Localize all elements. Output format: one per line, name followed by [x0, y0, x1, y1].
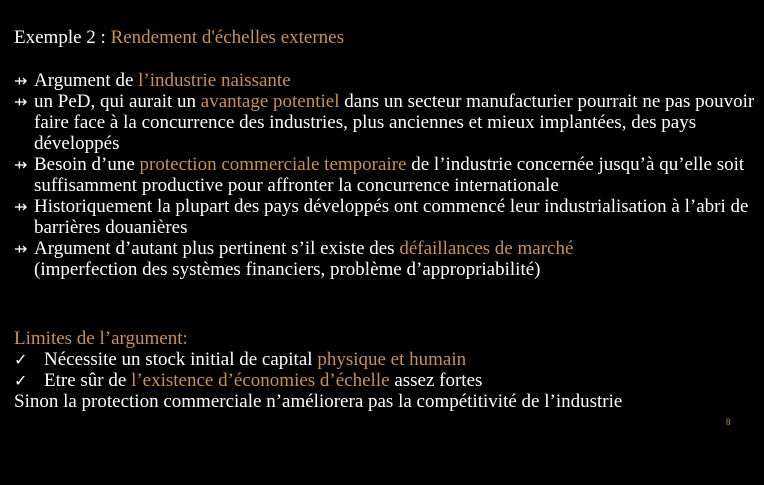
limits-section — [14, 328, 759, 412]
bullet-text: Argument de — [34, 70, 139, 91]
slide-title — [14, 27, 344, 48]
limit-highlight: l’existence d’économies d’échelle — [131, 370, 390, 391]
limit-text: assez fortes — [389, 370, 483, 391]
bullet-highlight: avantage potentiel — [200, 91, 340, 112]
argument-bullet-list — [14, 70, 759, 280]
title-highlight: Rendement d'échelles externes — [110, 27, 344, 48]
bullet-text: Besoin d’une — [34, 154, 140, 175]
page-number: 8 — [726, 417, 731, 427]
limits-conclusion: Sinon la protection commerciale n’améliorera pas la compétitivité de l’industrie — [14, 391, 623, 412]
bullet-item — [14, 238, 759, 259]
limit-item — [14, 370, 759, 391]
bullet-text: Argument d’autant plus pertinent s’il existe des — [34, 238, 400, 259]
bullet-item — [14, 154, 759, 196]
limit-highlight: physique et humain — [317, 349, 467, 370]
hand-arrow-icon: ⇸ — [14, 155, 28, 174]
bullet-item — [14, 70, 759, 91]
bullet-note: (imperfection des systèmes financiers, problème d’appropriabilité) — [34, 259, 541, 280]
limit-text: Etre sûr de — [44, 370, 132, 391]
limit-item — [14, 349, 759, 370]
hand-arrow-icon: ⇸ — [14, 92, 28, 111]
bullet-highlight: l’industrie naissante — [138, 70, 291, 91]
hand-arrow-icon: ⇸ — [14, 71, 28, 90]
bullet-highlight: défaillances de marché — [399, 238, 574, 259]
bullet-highlight: protection commerciale temporaire — [139, 154, 407, 175]
bullet-item — [14, 91, 759, 154]
hand-arrow-icon: ⇸ — [14, 239, 28, 258]
bullet-text: un PeD, qui aurait un — [34, 91, 201, 112]
bullet-text: Historiquement la plupart des pays développés ont commencé leur industrialisation à l’abri de barrières douanières — [34, 196, 749, 238]
bullet-text: dans un secteur manufacturier pourrait ne pas pouvoir faire face à la concurrence des industries, plus anciennes et mieux implantées, des pays développés — [34, 91, 755, 154]
limit-text: Nécessite un stock initial de capital — [44, 349, 318, 370]
bullet-item — [14, 196, 759, 238]
checkmark-icon: ✓ — [14, 350, 28, 369]
hand-arrow-icon: ⇸ — [14, 197, 28, 216]
checkmark-icon: ✓ — [14, 371, 28, 390]
bullet-text: de l’industrie concernée jusqu’à qu’elle soit suffisamment productive pour affronter la concurrence internationale — [34, 154, 745, 196]
title-prefix: Exemple 2 : — [14, 27, 111, 48]
limits-heading: Limites de l’argument: — [14, 328, 188, 349]
